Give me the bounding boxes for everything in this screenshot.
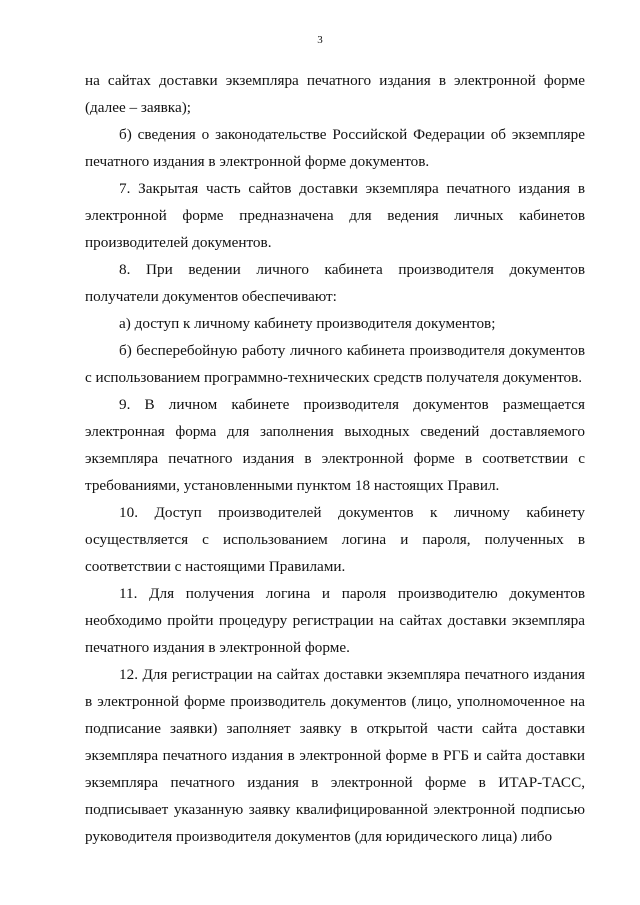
paragraph-10: 10. Доступ производителей документов к личному кабинету осуществляется с использованием логина и пароля, полученных в соответствии с настоящими Правилами.: [85, 504, 585, 575]
paragraph-item-b-legislation: б) сведения о законодательстве Российской Федерации об экземпляре печатного издания в электронной форме документов.: [85, 126, 585, 170]
paragraph-8: 8. При ведении личного кабинета производителя документов получатели документов обеспечивают:: [85, 261, 585, 305]
paragraph-9: 9. В личном кабинете производителя документов размещается электронная форма для заполнения выходных сведений доставляемого экземпляра печатного издания в электронной форме в соответствии с требованиями, установленными пунктом 18 настоящих Правил.: [85, 396, 585, 494]
paragraph-12: 12. Для регистрации на сайтах доставки экземпляра печатного издания в электронной форме производитель документов (лицо, уполномоченное на подписание заявки) заполняет заявку в открытой части сайта доставки экземпляра печатного издания в электронной форме в РГБ и сайта доставки экземпляра печатного издания в электронной форме в ИТАР-ТАСС, подписывает указанную заявку квалифицированной электронной подписью руководителя производителя документов (для юридического лица) либо: [85, 666, 585, 845]
paragraph-continuation: на сайтах доставки экземпляра печатного издания в электронной форме (далее – заявка);: [85, 72, 585, 116]
paragraph-7: 7. Закрытая часть сайтов доставки экземпляра печатного издания в электронной форме предназначена для ведения личных кабинетов производителей документов.: [85, 180, 585, 251]
page-number: 3: [317, 34, 323, 46]
paragraph-11: 11. Для получения логина и пароля производителю документов необходимо пройти процедуру регистрации на сайтах доставки экземпляра печатного издания в электронной форме.: [85, 585, 585, 656]
paragraph-8-b: б) бесперебойную работу личного кабинета производителя документов с использованием программно-технических средств получателя документов.: [85, 342, 585, 386]
paragraph-8-a: а) доступ к личному кабинету производителя документов;: [119, 315, 496, 332]
document-body: [85, 67, 585, 850]
